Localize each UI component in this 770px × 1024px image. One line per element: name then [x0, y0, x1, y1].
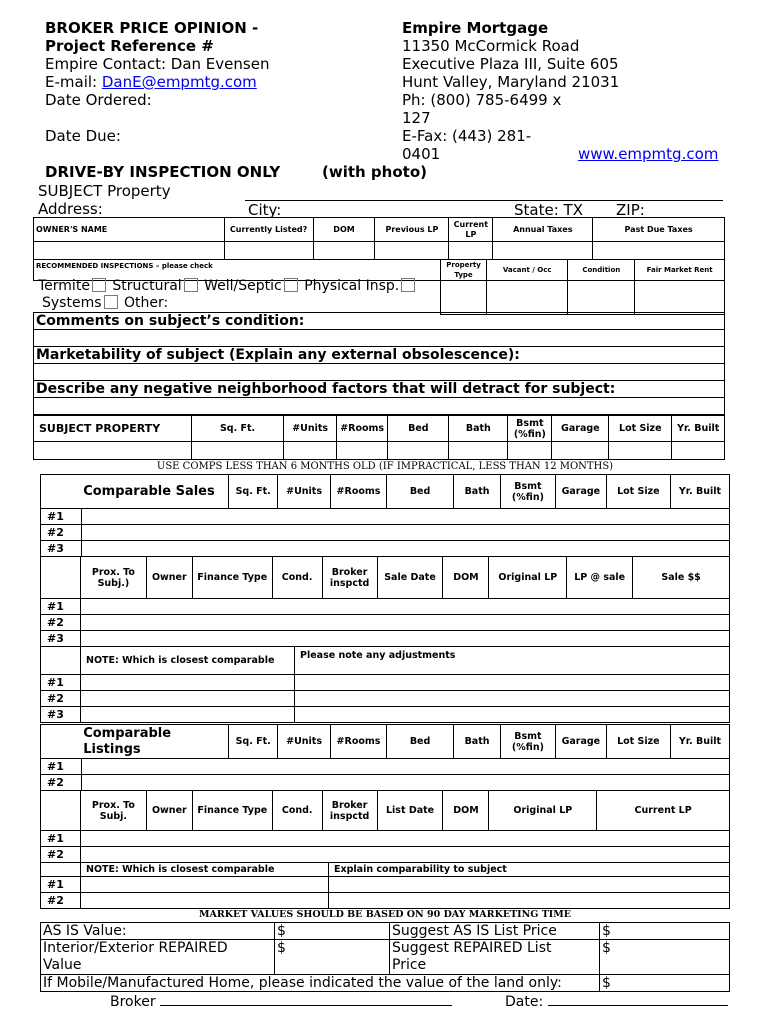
condition-comments-field[interactable] — [34, 330, 725, 347]
sales-detail-row-label: #1 — [41, 599, 81, 615]
company-fax-2: 0401 — [402, 145, 441, 163]
listings-sqft-header: Sq. Ft. — [229, 725, 278, 759]
market-values-note: MARKET VALUES SHOULD BE BASED ON 90 DAY MARKETING TIME — [199, 909, 571, 920]
sales-detail-row-1[interactable] — [80, 599, 729, 615]
subject-lot-header: Lot Size — [609, 416, 672, 442]
subject-bath-cell[interactable] — [449, 442, 508, 460]
sales-row-label: #1 — [41, 509, 82, 525]
company-fax: E-Fax: (443) 281- — [402, 127, 532, 145]
listings-note-row-label: #2 — [41, 893, 81, 909]
sales-rooms-header: #Rooms — [331, 475, 387, 509]
listings-row-2[interactable] — [81, 775, 729, 791]
physical-insp-checkbox[interactable] — [401, 278, 415, 292]
sales-broker-header: Broker inspctd — [322, 557, 377, 599]
subject-garage-header: Garage — [552, 416, 609, 442]
comparable-listings-table — [40, 724, 730, 791]
sales-bed-header: Bed — [386, 475, 453, 509]
repaired-value-field[interactable]: $ — [275, 940, 390, 975]
listings-garage-header: Garage — [555, 725, 606, 759]
vacant-occ-cell[interactable] — [487, 281, 568, 315]
currently-listed-header: Currently Listed? — [224, 218, 313, 242]
subject-property-label: SUBJECT Property — [38, 182, 171, 200]
city-label: City: — [248, 201, 282, 219]
date-due-label: Date Due: — [45, 127, 121, 145]
empire-contact: Empire Contact: Dan Evensen — [45, 55, 270, 73]
dom-cell[interactable] — [313, 242, 375, 260]
as-is-value-field[interactable]: $ — [275, 923, 390, 940]
property-type-cell[interactable] — [441, 281, 487, 315]
listings-dom-header: DOM — [443, 791, 489, 831]
sales-detail-row-label: #2 — [41, 615, 81, 631]
address-line[interactable] — [245, 200, 723, 201]
recommended-inspections-header: RECOMMENDED INSPECTIONS – please check — [34, 260, 441, 281]
listings-detail-row-label: #2 — [41, 847, 81, 863]
marketability-field[interactable] — [34, 364, 725, 381]
sales-row-3[interactable] — [81, 541, 729, 557]
listings-explain-row-2[interactable] — [329, 893, 730, 909]
sales-cond-header: Cond. — [272, 557, 322, 599]
sales-amount-header: Sale $$ — [633, 557, 730, 599]
listings-explain-row-1[interactable] — [329, 877, 730, 893]
systems-label: Systems — [42, 295, 102, 311]
previous-lp-cell[interactable] — [375, 242, 449, 260]
company-address-1: 11350 McCormick Road — [402, 37, 580, 55]
past-due-taxes-cell[interactable] — [593, 242, 725, 260]
date-label: Date: — [505, 994, 544, 1010]
subject-property-table — [33, 415, 725, 460]
subject-bed-cell[interactable] — [388, 442, 449, 460]
listings-explain-note: Explain comparability to subject — [329, 863, 730, 877]
subject-units-header: #Units — [284, 416, 337, 442]
address-label: Address: — [38, 200, 103, 218]
physical-insp-label: Physical Insp. — [304, 278, 400, 294]
currently-listed-cell[interactable] — [224, 242, 313, 260]
drive-by-label: DRIVE-BY INSPECTION ONLY — [45, 163, 281, 181]
sales-corner — [41, 475, 82, 509]
comps-note: USE COMPS LESS THAN 6 MONTHS OLD (IF IMPRACTICAL, LESS THAN 12 MONTHS) — [156, 461, 614, 472]
property-type-header: Property Type — [441, 260, 487, 281]
comparable-listings-title: Comparable Listings — [81, 725, 229, 759]
sales-detail-row-3[interactable] — [80, 631, 729, 647]
form-title: BROKER PRICE OPINION - — [45, 19, 259, 37]
sales-notes-corner — [41, 647, 81, 675]
sales-note-row-3[interactable] — [81, 707, 295, 723]
email-line — [45, 73, 257, 91]
subject-sqft-cell[interactable] — [191, 442, 284, 460]
listings-finance-header: Finance Type — [192, 791, 272, 831]
date-signature-line[interactable] — [548, 991, 728, 1006]
listings-orig-lp-header: Original LP — [489, 791, 597, 831]
sales-bath-header: Bath — [454, 475, 501, 509]
listings-yr-header: Yr. Built — [670, 725, 729, 759]
listings-bed-header: Bed — [386, 725, 453, 759]
sales-row-label: #2 — [41, 525, 82, 541]
suggest-repaired-label-line-2: Price — [392, 957, 427, 973]
sales-date-header: Sale Date — [377, 557, 443, 599]
state-label: State: TX — [514, 201, 583, 219]
comparable-sales-details-table — [40, 556, 730, 647]
sales-prox-header: Prox. To Subj.) — [80, 557, 146, 599]
listings-detail-row-2[interactable] — [80, 847, 729, 863]
listings-bsmt-header: Bsmt (%fin) — [500, 725, 555, 759]
sales-bsmt-header: Bsmt (%fin) — [500, 475, 555, 509]
listings-cur-lp-header: Current LP — [597, 791, 730, 831]
well-septic-checkbox[interactable] — [284, 278, 298, 292]
as-is-value-label: AS IS Value: — [41, 923, 275, 940]
listings-prox-header: Prox. To Subj. — [80, 791, 146, 831]
listings-rooms-header: #Rooms — [331, 725, 387, 759]
suggest-as-is-field[interactable]: $ — [600, 923, 730, 940]
company-address-2: Executive Plaza III, Suite 605 — [402, 55, 619, 73]
inspection-options-row-1 — [38, 278, 417, 295]
email-link[interactable]: DanE@empmtg.com — [101, 73, 257, 91]
sales-adjust-row-1[interactable] — [295, 675, 730, 691]
condition-cell[interactable] — [568, 281, 635, 315]
listings-note-row-1[interactable] — [81, 877, 329, 893]
negative-factors-field[interactable] — [34, 398, 725, 415]
subject-sqft-header: Sq. Ft. — [191, 416, 284, 442]
sales-row-2[interactable] — [81, 525, 729, 541]
sales-finance-header: Finance Type — [192, 557, 272, 599]
sales-row-label: #3 — [41, 541, 82, 557]
repaired-value-label-line-1: Interior/Exterior REPAIRED — [43, 940, 228, 956]
fair-market-rent-header: Fair Market Rent — [635, 260, 725, 281]
suggest-repaired-label — [390, 940, 600, 975]
listings-date-header: List Date — [377, 791, 443, 831]
date-signature-row — [505, 991, 728, 1010]
zip-label: ZIP: — [616, 201, 645, 219]
sales-orig-lp-header: Original LP — [489, 557, 567, 599]
fair-market-rent-cell[interactable] — [635, 281, 725, 315]
broker-label: Broker — [110, 994, 156, 1010]
comparable-sales-title: Comparable Sales — [81, 475, 229, 509]
sales-sqft-header: Sq. Ft. — [229, 475, 278, 509]
sales-dom-header: DOM — [443, 557, 489, 599]
suggest-as-is-label: Suggest AS IS List Price — [390, 923, 600, 940]
subject-property-header: SUBJECT PROPERTY — [34, 416, 192, 442]
sales-units-header: #Units — [278, 475, 331, 509]
owner-name-header: OWNER'S NAME — [34, 218, 225, 242]
comments-table — [33, 312, 725, 415]
listings-bath-header: Bath — [454, 725, 501, 759]
date-ordered-label: Date Ordered: — [45, 91, 152, 109]
previous-lp-header: Previous LP — [375, 218, 449, 242]
suggest-repaired-field[interactable]: $ — [600, 940, 730, 975]
owner-name-cell[interactable] — [34, 242, 225, 260]
broker-signature-row — [110, 991, 452, 1010]
current-lp-header: Current LP — [449, 218, 493, 242]
mobile-home-field[interactable]: $ — [600, 975, 730, 992]
website-link[interactable]: www.empmtg.com — [578, 145, 719, 163]
other-label: Other: — [123, 295, 169, 311]
termite-checkbox[interactable] — [92, 278, 106, 292]
company-name: Empire Mortgage — [402, 19, 549, 37]
past-due-taxes-header: Past Due Taxes — [593, 218, 725, 242]
negative-factors-label: Describe any negative neighborhood factors that will detract for subject: — [34, 381, 725, 398]
sales-note-row-1[interactable] — [81, 675, 295, 691]
listings-owner-header: Owner — [146, 791, 192, 831]
subject-bsmt-header: Bsmt (%fin) — [508, 416, 552, 442]
sales-note-row-label: #1 — [41, 675, 81, 691]
subject-units-cell[interactable] — [284, 442, 337, 460]
subject-rooms-header: #Rooms — [336, 416, 387, 442]
sales-note-row-2[interactable] — [81, 691, 295, 707]
sales-detail-row-2[interactable] — [80, 615, 729, 631]
structural-checkbox[interactable] — [184, 278, 198, 292]
listings-row-1[interactable] — [81, 759, 729, 775]
sales-adjustments-note: Please note any adjustments — [295, 647, 730, 675]
listings-cond-header: Cond. — [272, 791, 322, 831]
sales-note-row-label: #2 — [41, 691, 81, 707]
owner-table — [33, 217, 725, 260]
subject-rooms-cell[interactable] — [336, 442, 387, 460]
subject-garage-cell[interactable] — [552, 442, 609, 460]
repaired-value-label — [41, 940, 275, 975]
listings-notes-corner — [41, 863, 81, 877]
condition-comments-label: Comments on subject’s condition: — [34, 313, 725, 330]
sales-lot-header: Lot Size — [606, 475, 670, 509]
suggest-repaired-label-line-1: Suggest REPAIRED List — [392, 940, 552, 956]
email-label: E-mail: — [45, 73, 102, 91]
listings-row-label: #1 — [41, 759, 82, 775]
subject-label-cell[interactable] — [34, 442, 192, 460]
structural-label: Structural — [112, 278, 182, 294]
marketability-label: Marketability of subject (Explain any external obsolescence): — [34, 347, 725, 364]
listings-lot-header: Lot Size — [606, 725, 670, 759]
listings-note-row-label: #1 — [41, 877, 81, 893]
listings-closest-note: NOTE: Which is closest comparable — [81, 863, 329, 877]
annual-taxes-cell[interactable] — [493, 242, 593, 260]
repaired-value-label-line-2: Value — [43, 957, 82, 973]
condition-header: Condition — [568, 260, 635, 281]
comparable-sales-table — [40, 474, 730, 557]
listings-units-header: #Units — [278, 725, 331, 759]
sales-adjust-row-3[interactable] — [295, 707, 730, 723]
sales-detail-row-label: #3 — [41, 631, 81, 647]
broker-signature-line[interactable] — [160, 991, 452, 1006]
listings-note-row-2[interactable] — [81, 893, 329, 909]
dom-header: DOM — [313, 218, 375, 242]
annual-taxes-header: Annual Taxes — [493, 218, 593, 242]
sales-note-row-label: #3 — [41, 707, 81, 723]
mobile-home-label: If Mobile/Manufactured Home, please indicated the value of the land only: — [41, 975, 600, 992]
sales-garage-header: Garage — [555, 475, 606, 509]
well-septic-label: Well/Septic — [204, 278, 282, 294]
listings-broker-header: Broker inspctd — [322, 791, 377, 831]
project-reference: Project Reference # — [45, 37, 214, 55]
sales-row-1[interactable] — [81, 509, 729, 525]
sales-adjust-row-2[interactable] — [295, 691, 730, 707]
current-lp-cell[interactable] — [449, 242, 493, 260]
listings-notes-table — [40, 862, 730, 909]
company-address-3: Hunt Valley, Maryland 21031 — [402, 73, 620, 91]
subject-bsmt-cell[interactable] — [508, 442, 552, 460]
subject-bed-header: Bed — [388, 416, 449, 442]
sales-owner-header: Owner — [146, 557, 192, 599]
systems-checkbox[interactable] — [104, 295, 118, 309]
listings-row-label: #2 — [41, 775, 82, 791]
listings-details-corner — [41, 791, 81, 831]
subject-yr-cell[interactable] — [672, 442, 725, 460]
company-phone-ext: 127 — [402, 109, 431, 127]
sales-yr-header: Yr. Built — [670, 475, 729, 509]
listings-corner — [41, 725, 82, 759]
with-photo-label: (with photo) — [322, 163, 427, 181]
sales-notes-table — [40, 646, 730, 723]
subject-bath-header: Bath — [449, 416, 508, 442]
vacant-occ-header: Vacant / Occ — [487, 260, 568, 281]
subject-yr-header: Yr. Built — [672, 416, 725, 442]
sales-details-corner — [41, 557, 81, 599]
termite-label: Termite — [38, 278, 90, 294]
sales-closest-note: NOTE: Which is closest comparable — [81, 647, 295, 675]
listings-detail-row-label: #1 — [41, 831, 81, 847]
market-values-table — [40, 922, 730, 992]
inspection-options-row-2 — [42, 295, 168, 312]
subject-lot-cell[interactable] — [609, 442, 672, 460]
sales-lp-sale-header: LP @ sale — [567, 557, 633, 599]
company-phone: Ph: (800) 785-6499 x — [402, 91, 562, 109]
listings-detail-row-1[interactable] — [80, 831, 729, 847]
comparable-listings-details-table — [40, 790, 730, 863]
